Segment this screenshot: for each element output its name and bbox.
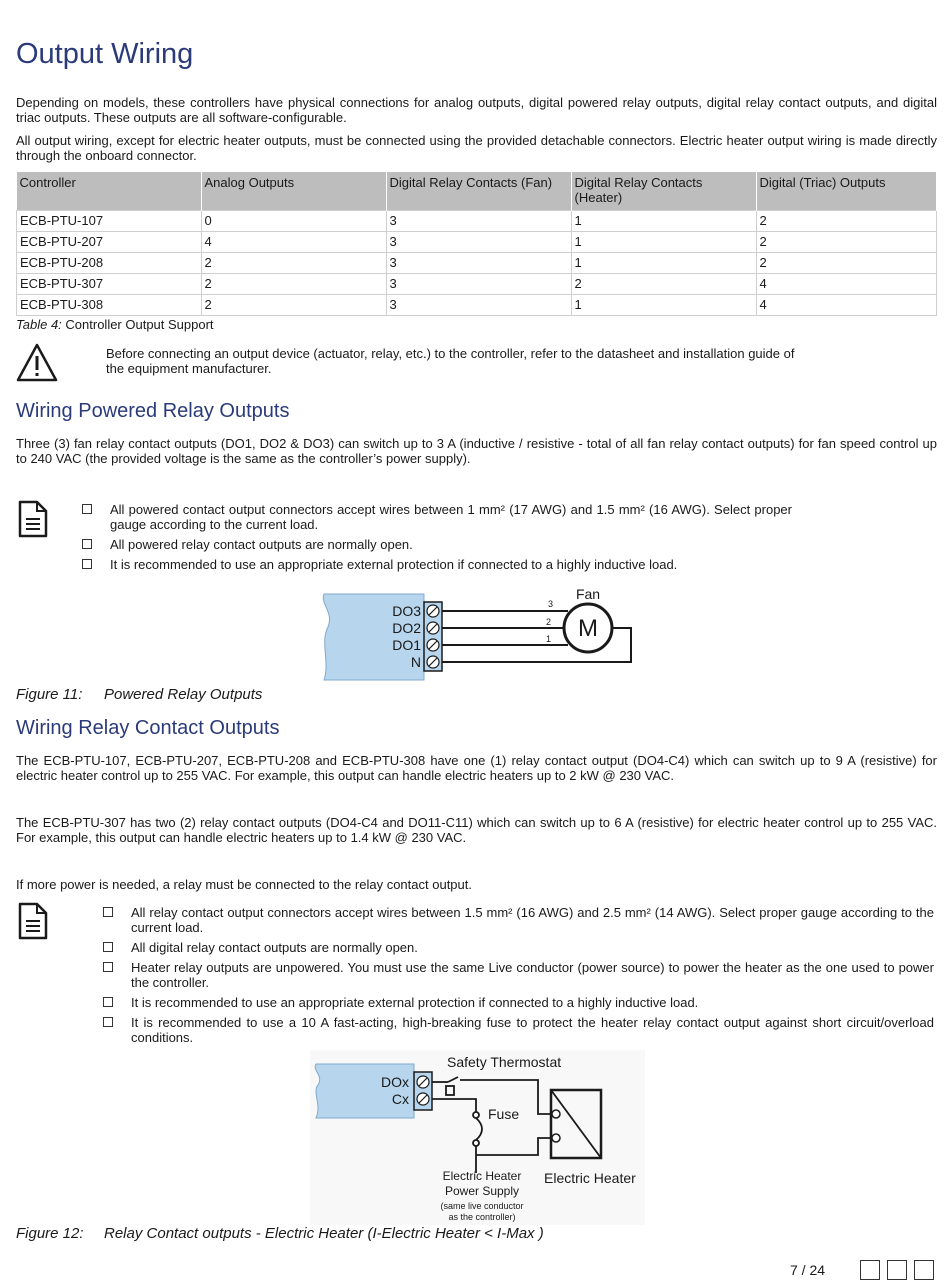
section-heading-relay-contact: Wiring Relay Contact Outputs <box>16 717 280 739</box>
terminal-label: DO3 <box>392 603 421 619</box>
table-cell: 3 <box>386 253 571 274</box>
table-cell: 4 <box>756 274 937 295</box>
warning-icon <box>16 342 58 382</box>
powered-relay-diagram <box>320 582 640 684</box>
intro-paragraph-2: All output wiring, except for electric heater outputs, must be connected using the provided detachable connectors. Electric heater output wiring is made directly through the onboard connector. <box>16 133 937 163</box>
warning-text: Before connecting an output device (actuator, relay, etc.) to the controller, refer to the datasheet and installation guide of the equipment manufacturer. <box>106 346 795 376</box>
relay-contact-paragraph-2: The ECB-PTU-307 has two (2) relay contact outputs (DO4-C4 and DO11-C11) which can switch up to 6 A (resistive) for electric heater control up to 255 VAC. For example, this output can handle electric heaters up to 1.4 kW @ 230 VAC. <box>16 815 937 845</box>
table-cell: 2 <box>756 211 937 232</box>
list-item: Heater relay outputs are unpowered. You must use the same Live conductor (power source) to power the heater as the one used to power the controller. <box>103 960 934 990</box>
fuse-label: Fuse <box>488 1106 520 1122</box>
table-cell: 4 <box>201 232 386 253</box>
table-cell: 3 <box>386 295 571 316</box>
list-item: It is recommended to use an appropriate external protection if connected to a highly inductive load. <box>82 557 792 572</box>
controller-output-table <box>16 172 937 316</box>
table-cell: 0 <box>201 211 386 232</box>
terminal-label: Cx <box>391 1091 409 1107</box>
table-header: Digital Relay Contacts (Heater) <box>571 172 756 211</box>
figure-caption-number: Figure 11: <box>16 686 83 703</box>
figure-caption-number: Figure 12: <box>16 1225 84 1242</box>
table-cell: 2 <box>571 274 756 295</box>
table-header: Digital Relay Contacts (Fan) <box>386 172 571 211</box>
powered-relay-paragraph: Three (3) fan relay contact outputs (DO1, DO2 & DO3) can switch up to 3 A (inductive / resistive - total of all fan relay contact outputs) for fan speed control up to 240 VAC (the provided voltage is the same as the controller’s power supply). <box>16 436 937 466</box>
table-cell: 2 <box>756 253 937 274</box>
figure-12-caption <box>16 1225 544 1242</box>
table-cell: 2 <box>756 232 937 253</box>
electric-heater-label: Electric Heater <box>544 1170 636 1186</box>
table-cell: 2 <box>201 274 386 295</box>
table-cell: 3 <box>386 232 571 253</box>
table-cell: 1 <box>571 232 756 253</box>
electric-heater-diagram <box>310 1050 645 1225</box>
safety-thermostat-label: Safety Thermostat <box>447 1054 562 1070</box>
page-title: Output Wiring <box>16 38 194 70</box>
table-cell: ECB-PTU-107 <box>17 211 202 232</box>
table-row <box>17 211 937 232</box>
list-item: It is recommended to use an appropriate external protection if connected to a highly inductive load. <box>103 995 934 1010</box>
footer-box <box>860 1260 880 1280</box>
table-cell: 2 <box>201 295 386 316</box>
table-cell: ECB-PTU-308 <box>17 295 202 316</box>
table-cell: 3 <box>386 211 571 232</box>
table-cell: 1 <box>571 211 756 232</box>
note-icon <box>18 902 48 940</box>
wire-number: 2 <box>546 617 552 627</box>
wire-number: 1 <box>546 634 552 644</box>
power-supply-note-line1: (same live conductor <box>440 1201 524 1211</box>
footer-box <box>914 1260 934 1280</box>
motor-label: M <box>578 615 598 642</box>
note-icon <box>18 500 48 538</box>
relay-contact-notes <box>103 905 934 1050</box>
list-item: All relay contact output connectors accept wires between 1.5 mm² (16 AWG) and 2.5 mm² (14 AWG). Select proper gauge according to the current load. <box>103 905 934 935</box>
table-cell: 3 <box>386 274 571 295</box>
list-item: All digital relay contact outputs are normally open. <box>103 940 934 955</box>
powered-relay-notes <box>82 502 792 577</box>
relay-contact-paragraph-1: The ECB-PTU-107, ECB-PTU-207, ECB-PTU-208 and ECB-PTU-308 have one (1) relay contact output (DO4-C4) which can switch up to 9 A (resistive) for electric heater control up to 255 VAC. For example, this output can handle electric heaters up to 2 kW @ 230 VAC. <box>16 753 937 783</box>
table-cell: 2 <box>201 253 386 274</box>
table-cell: 4 <box>756 295 937 316</box>
intro-paragraph-1: Depending on models, these controllers have physical connections for analog outputs, digital powered relay outputs, digital relay contact outputs, and digital triac outputs. These outputs are all software-configurable. <box>16 95 937 125</box>
table-cell: 1 <box>571 295 756 316</box>
power-supply-label-line1: Electric Heater <box>442 1169 522 1183</box>
table-cell: ECB-PTU-208 <box>17 253 202 274</box>
fan-label: Fan <box>575 586 601 602</box>
page-number: 7 / 24 <box>790 1262 826 1278</box>
terminal-label: N <box>410 654 421 670</box>
terminal-label: DO2 <box>392 620 421 636</box>
table-row <box>17 295 937 316</box>
table-caption <box>16 317 214 332</box>
section-heading-powered-relay: Wiring Powered Relay Outputs <box>16 400 290 422</box>
power-supply-label-line2: Power Supply <box>444 1184 520 1198</box>
figure-11-caption <box>16 686 262 703</box>
list-item: All powered contact output connectors accept wires between 1 mm² (17 AWG) and 1.5 mm² (16 AWG). Select proper gauge according to the current load. <box>82 502 792 532</box>
relay-contact-paragraph-3: If more power is needed, a relay must be connected to the relay contact output. <box>16 877 472 892</box>
footer-box <box>887 1260 907 1280</box>
table-header: Analog Outputs <box>201 172 386 211</box>
table-caption-label: Table 4: <box>16 317 62 332</box>
power-supply-note-line2: as the controller) <box>448 1212 516 1222</box>
table-row <box>17 253 937 274</box>
table-cell: ECB-PTU-307 <box>17 274 202 295</box>
terminal-label: DOx <box>381 1074 409 1090</box>
wire-number: 3 <box>548 599 554 609</box>
terminal-label: DO1 <box>392 637 421 653</box>
table-header: Digital (Triac) Outputs <box>756 172 937 211</box>
figure-caption-text: Powered Relay Outputs <box>104 686 263 703</box>
list-item: It is recommended to use a 10 A fast-acting, high-breaking fuse to protect the heater relay contact output against short circuit/overload conditions. <box>103 1015 934 1045</box>
figure-caption-text: Relay Contact outputs - Electric Heater (I-Electric Heater < I-Max ) <box>104 1225 544 1242</box>
table-row <box>17 232 937 253</box>
table-caption-text: Controller Output Support <box>65 317 214 332</box>
table-header: Controller <box>17 172 202 211</box>
table-cell: ECB-PTU-207 <box>17 232 202 253</box>
table-cell: 1 <box>571 253 756 274</box>
table-row <box>17 274 937 295</box>
table-header-row <box>17 172 937 211</box>
list-item: All powered relay contact outputs are normally open. <box>82 537 792 552</box>
